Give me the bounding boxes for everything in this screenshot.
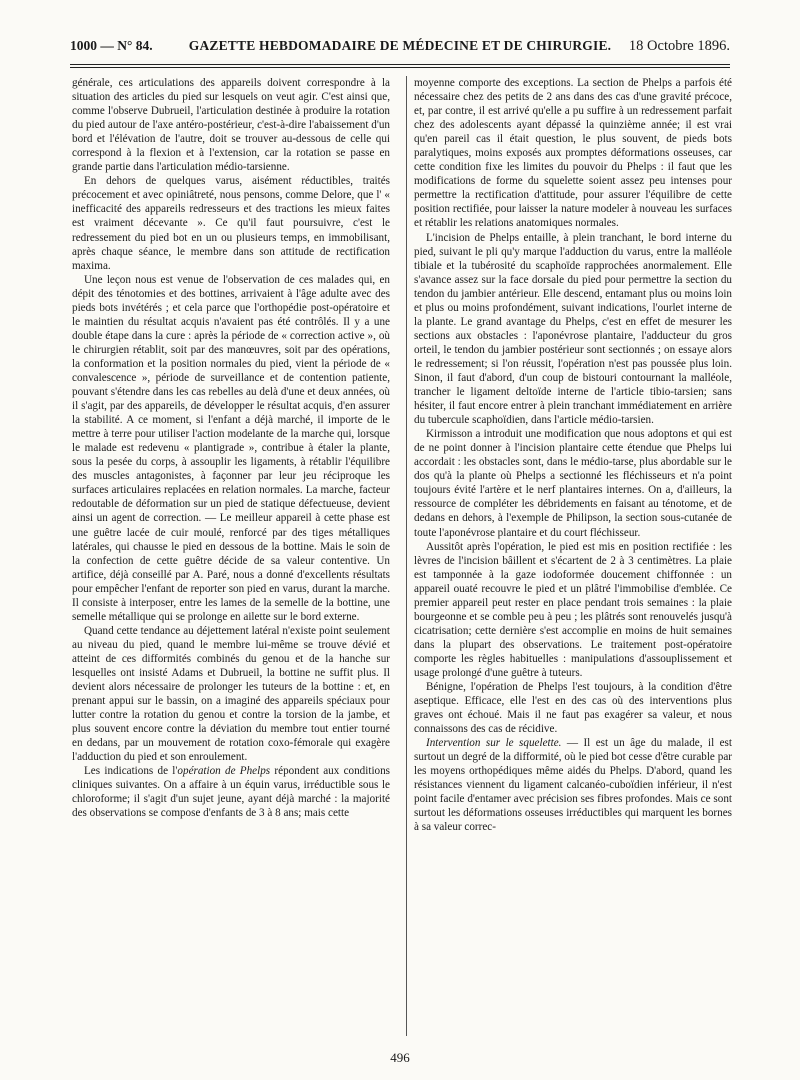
paragraph: générale, ces articulations des appareils doivent correspondre à la situation des articles du pied sur lesquels on veut agir. C'est ainsi que, comme l'observe Dubrueil, l'articulation destinée à produire la rotation du pied autour de l'axe antéro-postérieur, c'est-à-dire l'abaissement d'un bord et l'élévation de l'autre, doit se trouver au-dessous de celle qui correspond à la flexion et à l'extension, car la rotation se passe en grande partie dans l'articulation médio-tarsienne. xyxy=(72,77,390,174)
paragraph: Une leçon nous est venue de l'observation de ces malades qui, en dépit des ténotomies et des bottines, arrivaient à l'âge adulte avec des pieds bots invétérés ; et cela parce que l'orthopédie post-opératoire et le maintien du résultat acquis n'avaient pas été contrôlés. Il y a une double étape dans la cure : après la période de « correction active », où le chirurgien rétablit, soit par des manœuvres, soit par des opérations, la conformation et la position normales du pied, vient la période de « convalescence », période de surveillance et de contention patiente, pouvant s'étendre dans les cas rebelles au delà d'une et deux années, où il s'agit, par des appareils, de développer le résultat acquis, d'en assurer la stabilité. A ce moment, si l'enfant a déjà marché, il importe de le mettre à terre pour utiliser l'action modelante de la marche qui, lorsque le malade est redevenu « plantigrade », contribue à étaler la plante, sous la pesée du corps, à assouplir les ligaments, à rétablir l'équilibre des muscles antagonistes, à façonner par leur jeu réciproque les surfaces articulaires replacées en relation normales. La marche, facteur redoutable de déformation sur un pied de statique défectueuse, devient ainsi un agent de correction. — Le meilleur appareil à cette phase est une guêtre lacée de cuir moulé, renforcé par des tiges métalliques latérales, qui chausse le pied en dessous de la bottine. Mais le soin de la confection de cette guêtre décide de sa valeur contentive. Un artifice, déjà conseillé par A. Paré, nous a donné d'excellents résultats pour empêcher l'enfant de reporter son pied en varus, durant la marche. Il consiste à interposer, entre les lames de la semelle de la bottine, une semelle métallique qui se prolonge en ailette sur le bord externe. xyxy=(72,273,390,623)
journal-title: GAZETTE HEBDOMADAIRE DE MÉDECINE ET DE CHIRURGIE. xyxy=(188,38,612,53)
header-rule-double xyxy=(70,67,730,68)
paragraph: En dehors de quelques varus, aisément réductibles, traités précocement et avec opiniâtreté, nous pensons, comme Delore, que l' « inefficacité des appareils redresseurs et des tractions les mieux faites est vraiment décevante ». Ce qu'il faut poursuivre, c'est le redressement du pied bot en un ou plusieurs temps, en immobilisant, après chaque séance, le membre dans son attitude de rectification maxima. xyxy=(72,175,390,272)
paragraph: Aussitôt après l'opération, le pied est mis en position rectifiée : les lèvres de l'incision bâillent et s'écartent de 2 à 3 centimètres. La plaie est tamponnée à la gaze iodoformée doucement chiffonnée : un appareil ouaté recouvre le pied et un plâtré l'immobilise d'emblée. Ce premier appareil peut rester en place pendant trois semaines : la plaie bourgeonne et se comble peu à peu ; les plâtrés sont renouvelés jusqu'à cicatrisation; cette dernière s'est accomplie en moins de huit semaines dans la plupart des observations. Le traitement post-opératoire comporte les règles habituelles : manipulations d'assouplissement et usage prolongé d'une guêtre à tuteurs. xyxy=(414,540,732,679)
italic-phrase: opération de Phelps xyxy=(177,765,271,778)
right-column xyxy=(414,76,732,1046)
paragraph: moyenne comporte des exceptions. La section de Phelps a parfois été nécessaire chez des petits de 2 ans dans des cas d'une gravité précoce, et, par contre, il est arrivé qu'elle a pu suffire à un redressement parfait chez des adolescents ayant dépassé la quinzième année; il est vrai qu'en pareil cas il était question, le plus souvent, de pieds bots paralytiques, moins exposés aux promptes déformations osseuses, car cette condition fixe les limites du pouvoir du Phelps : il faut que les modifications de forme du squelette soient assez peu intenses pour permettre la rectification d'attitude, pour assurer l'équilibre de cette position rectifiée, pour laisser la nature modeler à nouveau les surfaces et rétablir les relations anatomiques normales. xyxy=(414,77,732,230)
issue-number: 1000 — N° 84. xyxy=(70,38,153,53)
left-column xyxy=(72,76,390,1046)
header-rule xyxy=(70,64,730,65)
paragraph: L'incision de Phelps entaille, à plein tranchant, le bord interne du pied, suivant le pli qu'y marque l'adduction du varus, entre la malléole tibiale et la tubérosité du scaphoïde rapprochées anormalement. Elle s'avance assez sur la face dorsale du pied pour permettre la section du tendon du jambier antérieur. Elle descend, entamant plus ou moins loin et plus ou moins profondément, suivant indications, l'ourlet interne de la plante. Le grand avantage du Phelps, c'est en effet de mesurer les sections aux obstacles : l'aponévrose plantaire, l'adducteur du gros orteil, le tendon du jambier postérieur sont sectionnés ; on essaye alors le redressement; si l'on réussit, l'opération n'est pas poussée plus loin. Sinon, il faut d'abord, d'un coup de bistouri contournant la malléole, trancher le ligament deltoïde interne de l'article tibio-tarsien; sans hésiter, il faut encore entrer à plein tranchant immédiatement en arrière du tubercule scaphoïdien, dans l'article médio-tarsien. xyxy=(414,231,732,427)
paragraph: Bénigne, l'opération de Phelps l'est toujours, à la condition d'être aseptique. Efficace, elle l'est en des cas où des interventions plus graves ont échoué. Mais il ne faut pas exagérer sa valeur, et nous connaissons des cas de récidive. xyxy=(414,681,732,736)
paragraph xyxy=(72,764,390,820)
page-number: 496 xyxy=(390,1050,410,1065)
italic-phrase: Intervention sur le squelette. xyxy=(426,737,562,750)
paragraph xyxy=(414,736,732,834)
issue-date: 18 Octobre 1896. xyxy=(628,38,730,54)
running-header xyxy=(70,38,730,60)
paragraph-text: répondent aux conditions cliniques suivantes. On a affaire à un équin varus, irréductible sous le chloroforme; il s'agit d'un sujet jeune, ayant déjà marché : la majorité des observations se compose d'enfants de 3 à 8 ans; mais cette xyxy=(72,765,390,820)
column-divider xyxy=(406,76,407,1036)
paragraph-text: — Il est un âge du malade, il est surtout un degré de la difformité, où le pied bot cesse d'être curable par les moyens orthopédiques même aidés du Phelps. D'abord, quand les résistances viennent du ligament calcanéo-cuboïdien inférieur, il n'est point facile d'entamer avec précision ses fibres profondes. Mais ce sont surtout les déformations osseuses irréductibles qui marquent les bornes à sa valeur correc- xyxy=(414,737,732,834)
paragraph: Quand cette tendance au déjettement latéral n'existe point seulement au niveau du pied, quand le membre lui-même se trouve dévié et atteint de ces difformités combinés du genou et de la hanche sur lesquelles ont insisté Adams et Dubrueil, la bottine ne suffit plus. Il devient alors nécessaire de prolonger les tuteurs de la bottine : et, en prenant appui sur le bassin, on a imaginé des appareils spéciaux pour lutter contre la rotation du genou et contre la torsion de la jambe, et plus souvent encore contre la déviation du membre tout entier tourné en dedans, par un mouvement de rotation coxo-fémorale qui exagère l'adduction du pied et son enroulement. xyxy=(72,624,390,764)
paragraph-text: Les indications de l' xyxy=(84,765,178,778)
paragraph: Kirmisson a introduit une modification que nous adoptons et qui est de ne point donner à l'incision plantaire cette étendue que Phelps lui accordait : les obstacles sont, dans le médio-tarse, plus abordable sur le dos qu'à la plante où Phelps a sectionné les fléchisseurs et n'a point toujours évité l'artère et le nerf plantaires internes. On a, d'ailleurs, la ressource de compléter les débridements en faisant au ténotome, et de dedans en dehors, à l'exemple de Philipson, la section sous-cutanée de toute l'aponévrose plantaire et du court fléchisseur. xyxy=(414,428,732,539)
